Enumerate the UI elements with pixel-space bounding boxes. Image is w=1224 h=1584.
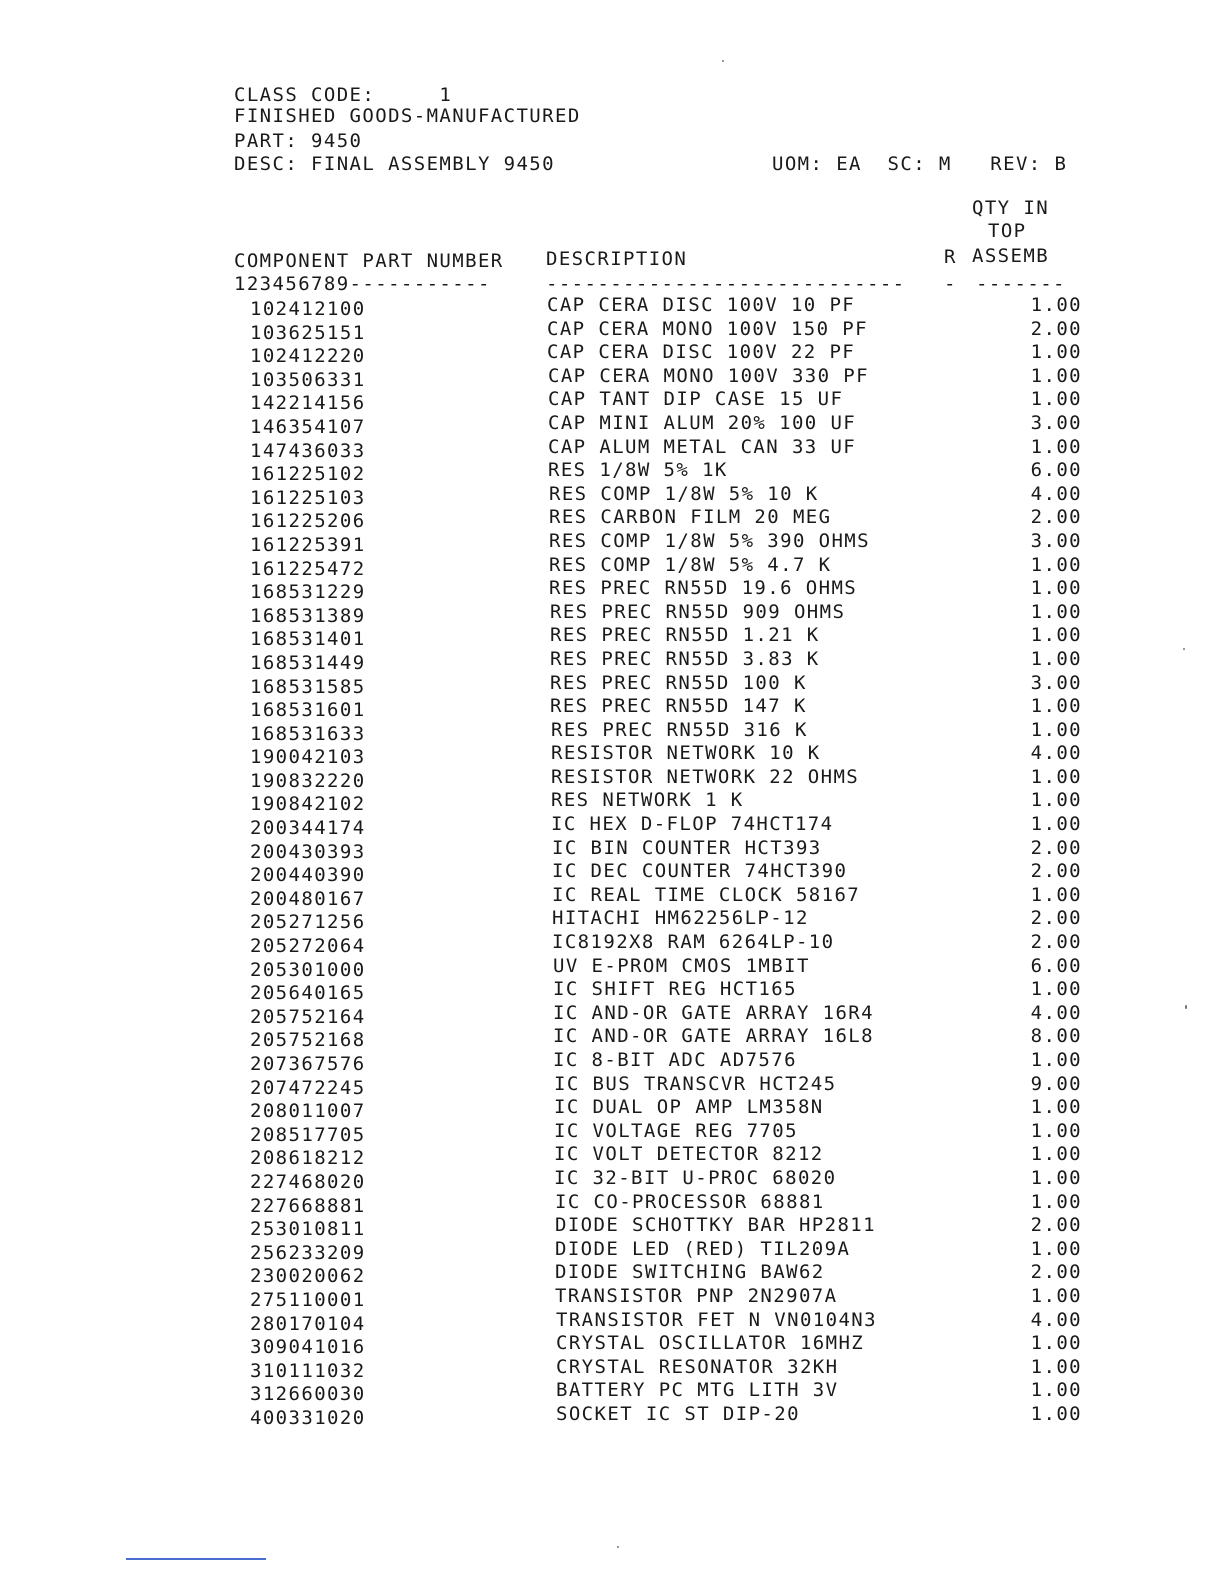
component-description: RESISTOR NETWORK 10 K xyxy=(551,742,821,765)
component-description: UV E-PROM CMOS 1MBIT xyxy=(553,954,810,977)
component-quantity: 9.00 xyxy=(1030,1072,1082,1095)
component-quantity: 1.00 xyxy=(1030,1284,1082,1307)
component-part-number: 309041016 xyxy=(250,1336,366,1359)
table-row xyxy=(0,1142,1224,1170)
component-part-number: 103506331 xyxy=(250,368,366,391)
component-part-number: 312660030 xyxy=(250,1383,366,1406)
component-description: CRYSTAL RESONATOR 32KH xyxy=(556,1355,839,1378)
component-part-number: 205640165 xyxy=(250,982,366,1005)
component-part-number: 400331020 xyxy=(250,1406,366,1429)
component-description: IC AND-OR GATE ARRAY 16R4 xyxy=(553,1001,874,1024)
component-description: RES CARBON FILM 20 MEG xyxy=(549,506,832,529)
table-row xyxy=(0,1048,1224,1075)
component-part-number: 227468020 xyxy=(250,1170,366,1193)
component-quantity: 1.00 xyxy=(1030,364,1082,387)
component-description: DIODE SWITCHING BAW62 xyxy=(555,1261,825,1284)
component-description: TRANSISTOR FET N VN0104N3 xyxy=(556,1308,877,1331)
column-header-assemb: ASSEMB xyxy=(972,245,1050,267)
component-quantity: 4.00 xyxy=(1030,482,1082,505)
component-quantity: 2.00 xyxy=(1030,1261,1082,1284)
component-quantity: 2.00 xyxy=(1030,1214,1082,1237)
component-part-number: 227668881 xyxy=(250,1194,366,1217)
component-quantity: 1.00 xyxy=(1030,1049,1082,1071)
scan-speck xyxy=(722,60,724,62)
scan-speck xyxy=(1183,648,1185,650)
component-description: IC BIN COUNTER HCT393 xyxy=(552,836,822,859)
component-description: IC SHIFT REG HCT165 xyxy=(553,978,797,1001)
table-row xyxy=(0,1378,1224,1406)
table-row xyxy=(0,1402,1224,1429)
component-part-number: 205752164 xyxy=(250,1005,366,1028)
component-description: RESISTOR NETWORK 22 OHMS xyxy=(551,765,860,788)
table-row xyxy=(0,788,1224,816)
component-description: TRANSISTOR PNP 2N2907A xyxy=(555,1284,838,1307)
component-description: IC DEC COUNTER 74HCT390 xyxy=(552,860,848,883)
component-part-number: 200344174 xyxy=(250,817,366,840)
component-part-number: 102412100 xyxy=(250,298,366,320)
column-header-component: COMPONENT PART NUMBER xyxy=(234,250,504,272)
component-part-number: 208011007 xyxy=(250,1100,366,1123)
component-description: CAP CERA DISC 100V 22 PF xyxy=(547,341,856,364)
component-quantity: 4.00 xyxy=(1030,1001,1082,1024)
component-description: BATTERY PC MTG LITH 3V xyxy=(556,1379,839,1402)
table-row xyxy=(0,836,1224,863)
table-row xyxy=(0,317,1224,344)
table-row xyxy=(0,1284,1224,1311)
table-row xyxy=(0,1260,1224,1288)
component-quantity: 4.00 xyxy=(1030,742,1082,765)
table-row xyxy=(0,435,1224,462)
component-description: IC BUS TRANSCVR HCT245 xyxy=(554,1072,837,1095)
table-row xyxy=(0,694,1224,722)
component-description: CRYSTAL OSCILLATOR 16MHZ xyxy=(556,1332,865,1355)
component-quantity: 2.00 xyxy=(1030,317,1082,340)
uom-sc-rev: UOM: EA SC: M REV: B xyxy=(772,153,1068,175)
component-part-number: 161225103 xyxy=(250,486,366,509)
component-description: RES PREC RN55D 147 K xyxy=(550,695,807,718)
component-part-number: 256233209 xyxy=(250,1241,366,1264)
component-quantity: 2.00 xyxy=(1030,931,1082,954)
component-quantity: 1.00 xyxy=(1030,577,1082,600)
footer-line xyxy=(126,1558,266,1560)
component-quantity: 1.00 xyxy=(1030,813,1082,836)
table-row xyxy=(0,977,1224,1005)
component-part-number: 168531585 xyxy=(250,675,366,698)
component-part-number: 190042103 xyxy=(250,746,366,769)
table-row xyxy=(0,1190,1224,1217)
table-row xyxy=(0,1355,1224,1382)
component-quantity: 1.00 xyxy=(1030,883,1082,906)
component-part-number: 207472245 xyxy=(250,1076,366,1099)
component-part-number: 208618212 xyxy=(250,1147,366,1170)
component-part-number: 205301000 xyxy=(250,958,366,981)
component-description: CAP CERA MONO 100V 330 PF xyxy=(548,364,869,387)
component-part-number: 190832220 xyxy=(250,769,366,792)
component-quantity: 3.00 xyxy=(1030,411,1082,434)
component-quantity: 1.00 xyxy=(1030,718,1082,741)
component-quantity: 2.00 xyxy=(1030,860,1082,883)
component-description: CAP CERA MONO 100V 150 PF xyxy=(547,317,868,340)
class-code: CLASS CODE: 1 xyxy=(234,84,453,106)
component-description: CAP ALUM METAL CAN 33 UF xyxy=(548,435,857,458)
component-quantity: 4.00 xyxy=(1030,1308,1082,1331)
component-description: RES PREC RN55D 19.6 OHMS xyxy=(549,577,858,600)
column-header-r: R xyxy=(944,246,957,268)
component-part-number: 168531601 xyxy=(250,699,366,722)
component-quantity: 1.00 xyxy=(1030,435,1082,458)
table-row xyxy=(0,553,1224,580)
component-quantity: 1.00 xyxy=(1030,1190,1082,1213)
component-list xyxy=(0,293,1224,1429)
table-row xyxy=(0,859,1224,887)
table-row xyxy=(0,671,1224,698)
component-part-number: 205752168 xyxy=(250,1029,366,1052)
component-quantity: 1.00 xyxy=(1030,624,1082,647)
component-quantity: 1.00 xyxy=(1030,388,1082,411)
table-row xyxy=(0,906,1224,934)
component-part-number: 103625151 xyxy=(250,321,366,344)
table-row xyxy=(0,883,1224,910)
component-quantity: 2.00 xyxy=(1030,836,1082,859)
component-part-number: 205272064 xyxy=(250,935,366,958)
component-part-number: 168531389 xyxy=(250,604,366,627)
component-description: IC 32-BIT U-PROC 68020 xyxy=(554,1166,837,1189)
component-part-number: 161225102 xyxy=(250,463,366,486)
component-quantity: 1.00 xyxy=(1030,647,1082,670)
component-quantity: 1.00 xyxy=(1030,1332,1082,1355)
component-description: IC VOLTAGE REG 7705 xyxy=(554,1119,798,1142)
component-quantity: 1.00 xyxy=(1030,1119,1082,1142)
component-part-number: 207367576 xyxy=(250,1053,366,1075)
component-description: RES COMP 1/8W 5% 390 OHMS xyxy=(549,529,870,552)
component-quantity: 3.00 xyxy=(1030,671,1082,694)
class-type: FINISHED GOODS-MANUFACTURED xyxy=(234,105,581,127)
table-row xyxy=(0,1308,1224,1335)
component-quantity: 1.00 xyxy=(1030,1096,1082,1119)
component-part-number: 161225472 xyxy=(250,557,366,580)
component-quantity: 1.00 xyxy=(1030,1402,1082,1425)
table-row xyxy=(0,1024,1224,1052)
component-part-number: 168531449 xyxy=(250,651,366,674)
component-quantity: 6.00 xyxy=(1030,459,1082,482)
component-description: RES 1/8W 5% 1K xyxy=(548,459,728,482)
component-quantity: 6.00 xyxy=(1030,954,1082,977)
component-quantity: 1.00 xyxy=(1030,695,1082,718)
component-description: CAP CERA DISC 100V 10 PF xyxy=(547,294,856,316)
component-quantity: 2.00 xyxy=(1030,506,1082,529)
part-number: PART: 9450 xyxy=(234,130,363,152)
component-quantity: 1.00 xyxy=(1030,789,1082,812)
component-quantity: 8.00 xyxy=(1030,1025,1082,1048)
table-row xyxy=(0,954,1224,981)
table-row xyxy=(0,600,1224,627)
table-row xyxy=(0,293,1224,320)
component-quantity: 1.00 xyxy=(1030,1355,1082,1378)
component-part-number: 161225206 xyxy=(250,510,366,533)
component-description: SOCKET IC ST DIP-20 xyxy=(556,1402,800,1425)
table-row xyxy=(0,1001,1224,1028)
table-row xyxy=(0,576,1224,604)
component-part-number: 275110001 xyxy=(250,1288,366,1311)
table-row xyxy=(0,505,1224,533)
table-row xyxy=(0,1213,1224,1241)
component-quantity: 1.00 xyxy=(1030,978,1082,1001)
component-quantity: 1.00 xyxy=(1030,294,1082,316)
component-part-number: 190842102 xyxy=(250,793,366,816)
column-header-description: DESCRIPTION xyxy=(546,248,688,270)
component-description: RES PREC RN55D 3.83 K xyxy=(550,647,820,670)
component-quantity: 1.00 xyxy=(1030,1379,1082,1402)
table-row xyxy=(0,364,1224,391)
table-row xyxy=(0,765,1224,792)
table-row xyxy=(0,1237,1224,1264)
component-description: RES COMP 1/8W 5% 10 K xyxy=(549,482,819,505)
component-description: DIODE LED (RED) TIL209A xyxy=(555,1237,851,1260)
component-description: RES PREC RN55D 316 K xyxy=(551,718,808,741)
table-row xyxy=(0,930,1224,958)
component-part-number: 142214156 xyxy=(250,392,366,415)
table-row xyxy=(0,411,1224,438)
component-description: RES PREC RN55D 100 K xyxy=(550,671,807,694)
part-description: DESC: FINAL ASSEMBLY 9450 xyxy=(234,153,555,175)
table-row xyxy=(0,1166,1224,1193)
table-row xyxy=(0,458,1224,486)
component-part-number: 147436033 xyxy=(250,439,366,462)
component-quantity: 1.00 xyxy=(1030,600,1082,623)
scan-speck xyxy=(1185,1005,1187,1009)
component-description: RES PREC RN55D 1.21 K xyxy=(550,624,820,647)
table-row xyxy=(0,647,1224,674)
table-row xyxy=(0,1095,1224,1123)
table-row xyxy=(0,812,1224,840)
component-description: RES NETWORK 1 K xyxy=(551,789,744,812)
scan-speck xyxy=(617,1546,619,1548)
rule-description: ---------------------------- xyxy=(546,273,906,295)
table-row xyxy=(0,1331,1224,1359)
component-description: IC 8-BIT ADC AD7576 xyxy=(553,1049,797,1071)
column-header-qty-line1: QTY IN xyxy=(972,197,1050,219)
component-part-number: 168531633 xyxy=(250,722,366,745)
component-description: IC REAL TIME CLOCK 58167 xyxy=(552,883,861,906)
component-part-number: 230020062 xyxy=(250,1265,366,1288)
component-description: RES PREC RN55D 909 OHMS xyxy=(550,600,846,623)
table-row xyxy=(0,718,1224,745)
component-part-number: 168531401 xyxy=(250,628,366,651)
component-quantity: 3.00 xyxy=(1030,529,1082,552)
component-quantity: 2.00 xyxy=(1030,907,1082,930)
component-part-number: 161225391 xyxy=(250,533,366,556)
component-part-number: 200440390 xyxy=(250,864,366,887)
rule-qty: ------- xyxy=(976,273,1066,295)
table-row xyxy=(0,482,1224,509)
table-row xyxy=(0,529,1224,556)
table-row xyxy=(0,1119,1224,1146)
component-quantity: 1.00 xyxy=(1030,341,1082,364)
table-row xyxy=(0,741,1224,769)
component-part-number: 200430393 xyxy=(250,840,366,863)
component-part-number: 280170104 xyxy=(250,1312,366,1335)
component-quantity: 1.00 xyxy=(1030,1166,1082,1189)
component-description: IC HEX D-FLOP 74HCT174 xyxy=(551,813,834,836)
component-quantity: 1.00 xyxy=(1030,1237,1082,1260)
component-description: RES COMP 1/8W 5% 4.7 K xyxy=(549,553,832,576)
rule-component: 123456789----------- xyxy=(234,273,491,295)
component-description: IC8192X8 RAM 6264LP-10 xyxy=(552,931,835,954)
component-description: CAP TANT DIP CASE 15 UF xyxy=(548,388,844,411)
component-part-number: 310111032 xyxy=(250,1359,366,1382)
component-description: IC CO-PROCESSOR 68881 xyxy=(555,1190,825,1213)
component-part-number: 146354107 xyxy=(250,415,366,438)
component-part-number: 208517705 xyxy=(250,1123,366,1146)
component-quantity: 1.00 xyxy=(1030,1143,1082,1166)
rule-r: - xyxy=(944,273,957,295)
component-description: IC DUAL OP AMP LM358N xyxy=(554,1096,824,1119)
table-row xyxy=(0,1072,1224,1099)
component-part-number: 168531229 xyxy=(250,581,366,604)
component-description: IC AND-OR GATE ARRAY 16L8 xyxy=(553,1025,874,1048)
table-row xyxy=(0,387,1224,415)
component-part-number: 200480167 xyxy=(250,887,366,910)
table-row xyxy=(0,340,1224,368)
table-row xyxy=(0,623,1224,651)
component-description: DIODE SCHOTTKY BAR HP2811 xyxy=(555,1214,876,1237)
component-part-number: 102412220 xyxy=(250,345,366,368)
column-header-qty-line2: TOP xyxy=(988,220,1027,242)
component-description: IC VOLT DETECTOR 8212 xyxy=(554,1143,824,1166)
component-description: HITACHI HM62256LP-12 xyxy=(552,907,809,930)
component-part-number: 253010811 xyxy=(250,1218,366,1241)
component-part-number: 205271256 xyxy=(250,911,366,934)
component-quantity: 1.00 xyxy=(1030,553,1082,576)
component-description: CAP MINI ALUM 20% 100 UF xyxy=(548,411,857,434)
component-quantity: 1.00 xyxy=(1030,765,1082,788)
